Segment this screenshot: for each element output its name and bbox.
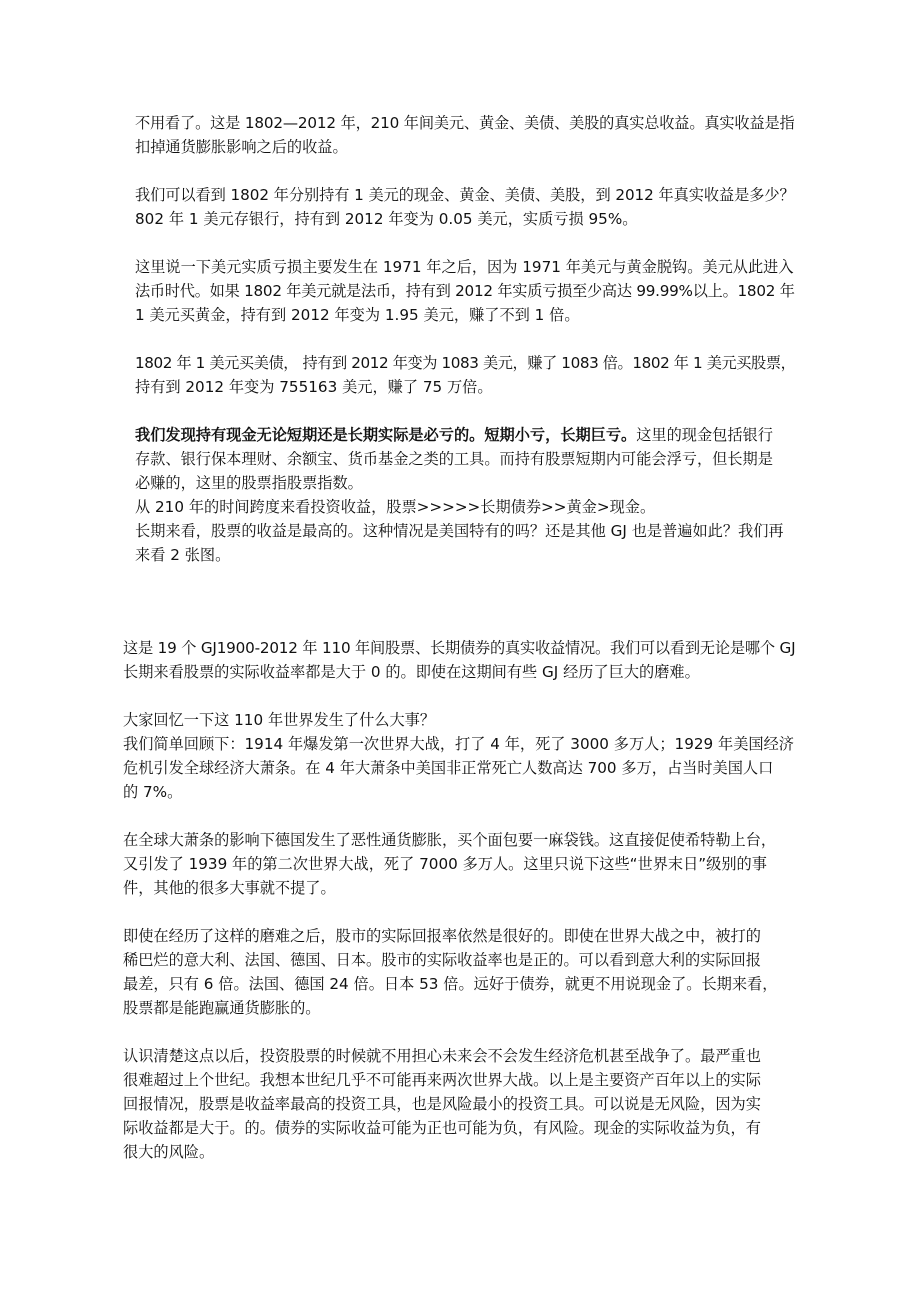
text-line: 际收益都是大于。的。债券的实际收益可能为正也可能为负，有风险。现金的实际收益为负，有 [123,1119,761,1137]
text-line: 我们可以看到 1802 年分别持有 1 美元的现金、黄金、美债、美股，到 2012 年真实收益是多少？ [135,186,795,204]
text-line [135,423,795,447]
text-line: 1 美元买黄金，持有到 2012 年变为 1.95 美元，赚了不到 1 倍。 [135,306,580,324]
text-line: 在全球大萧条的影响下德国发生了恶性通货膨胀，买个面包要一麻袋钱。这直接促使希特勒上台， [123,831,777,849]
text-line: 我们简单回顾下：1914 年爆发第一次世界大战，打了 4 年，死了 3000 多万人；1929 年美国经济 [123,735,794,753]
text-line: 来看 2 张图。 [135,546,231,564]
text-line: 长期来看股票的实际收益率都是大于 0 的。即使在这期间有些 GJ 经历了巨大的磨难。 [123,663,700,681]
text-line: 这是 19 个 GJ1900-2012 年 110 年间股票、长期债券的真实收益情况。我们可以看到无论是哪个 GJ [123,639,796,657]
text-line: 稀巴烂的意大利、法国、德国、日本。股市的实际收益率也是正的。可以看到意大利的实际回报 [123,951,761,969]
paragraph-real-returns-intro [135,111,795,159]
text-line: 最差，只有 6 倍。法国、德国 24 倍。日本 53 倍。远好于债券，就更不用说现金了。长期来看， [123,975,778,993]
bold-statement: 我们发现持有现金无论短期还是长期实际是必亏的。短期小亏，长期巨亏。 [135,426,637,444]
text-line: 回报情况，股票是收益率最高的投资工具，也是风险最小的投资工具。可以说是无风险，因为实 [123,1095,761,1113]
text-line: 的 7%。 [123,783,183,801]
paragraph-1802-holdings [135,183,795,231]
text-line: 法币时代。如果 1802 年美元就是法币，持有到 2012 年实质亏损至少高达 99.99%以上。1802 年 [135,282,795,300]
text-line: 认识清楚这点以后，投资股票的时候就不用担心未来会不会发生经济危机甚至战争了。最严重也 [123,1047,761,1065]
paragraph-cash-conclusion [135,423,795,567]
text-line: 扣掉通货膨胀影响之后的收益。 [135,138,348,156]
text-line: 即使在经历了这样的磨难之后，股市的实际回报率依然是很好的。即使在世界大战之中，被打的 [123,927,761,945]
paragraph-market-returns [123,924,795,1020]
text-line: 件，其他的很多大事就不提了。 [123,879,336,897]
text-line: 又引发了 1939 年的第二次世界大战，死了 7000 多万人。这里只说下这些“世界末日”级别的事 [123,855,767,873]
text-line: 802 年 1 美元存银行，持有到 2012 年变为 0.05 美元，实质亏损 95%。 [135,210,638,228]
text-line: 很大的风险。 [123,1143,215,1161]
text-line: 长期来看，股票的收益是最高的。这种情况是美国特有的吗？还是其他 GJ 也是普遍如此？我们再 [135,522,784,540]
text-line: 危机引发全球经济大萧条。在 4 年大萧条中美国非正常死亡人数高达 700 多万，占当时美国人口 [123,759,774,777]
text-line: 必赚的，这里的股票指股票指数。 [135,474,363,492]
text-line: 存款、银行保本理财、余额宝、货币基金之类的工具。而持有股票短期内可能会浮亏，但长期是 [135,450,773,468]
text-line: 很难超过上个世纪。我想本世纪几乎不可能再来两次世界大战。以上是主要资产百年以上的实际 [123,1071,761,1089]
text-line: 不用看了。这是 1802—2012 年，210 年间美元、黄金、美债、美股的真实总收益。真实收益是指 [135,114,795,132]
text-line: 大家回忆一下这 110 年世界发生了什么大事？ [123,711,436,729]
paragraph-19-countries [123,636,795,684]
text-line: 从 210 年的时间跨度来看投资收益，股票>>>>>长期债券>>黄金>现金。 [135,498,656,516]
paragraph-final-conclusion [123,1044,795,1164]
paragraph-dollar-loss [135,255,795,327]
paragraph-bonds-stocks [135,351,795,399]
paragraph-germany-inflation [123,828,795,900]
text-line: 1802 年 1 美元买美债， 持有到 2012 年变为 1083 美元，赚了 1083 倍。1802 年 1 美元买股票， [135,354,796,372]
text-line: 持有到 2012 年变为 755163 美元，赚了 75 万倍。 [135,378,493,396]
paragraph-world-events [123,708,795,804]
text-fragment: 这里的现金包括银行 [636,426,773,444]
text-line: 股票都是能跑赢通货膨胀的。 [123,999,321,1017]
text-line: 这里说一下美元实质亏损主要发生在 1971 年之后，因为 1971 年美元与黄金脱钩。美元从此进入 [135,258,794,276]
